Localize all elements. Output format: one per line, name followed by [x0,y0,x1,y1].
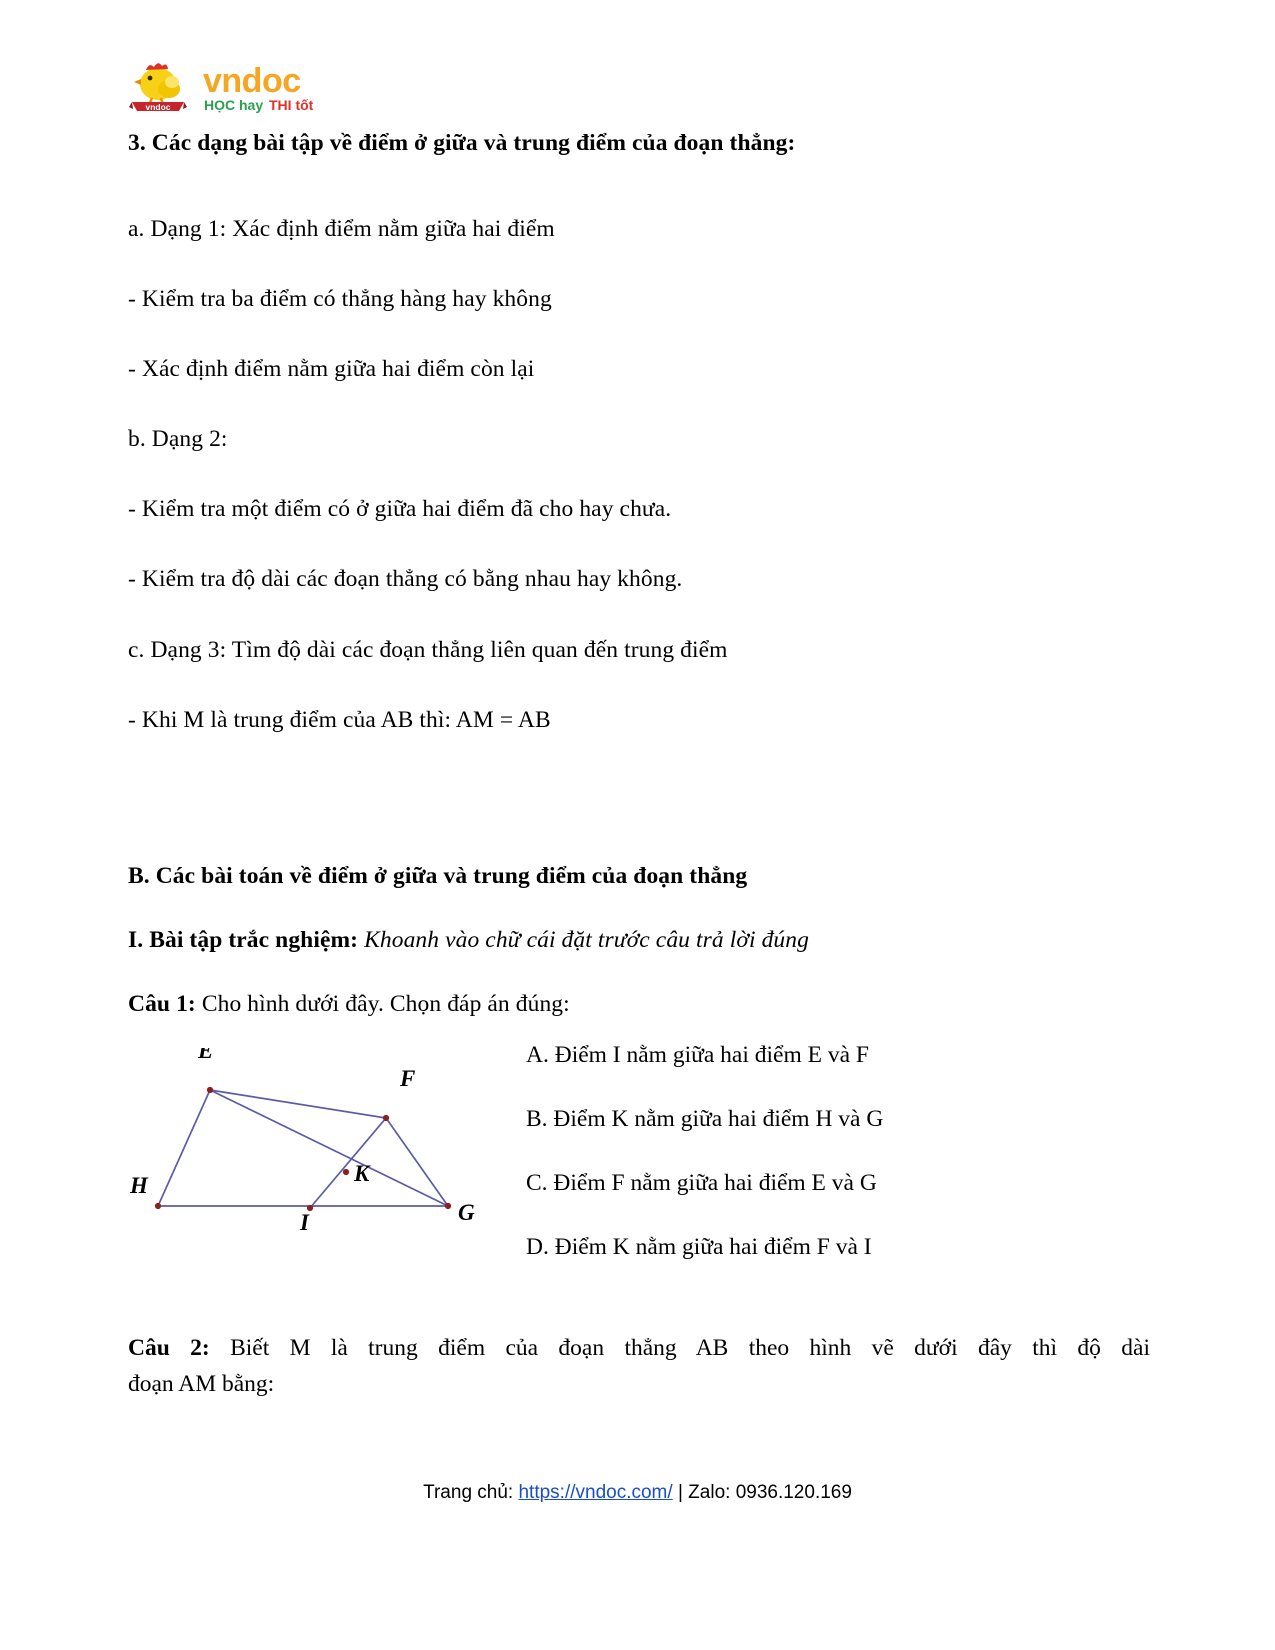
cau-2-line-2: đoạn AM bằng: [128,1371,275,1398]
point-label-F: F [400,1066,416,1091]
logo-badge-text: vndoc [145,102,171,112]
dang-1-bullet-2: - Xác định điểm nằm giữa hai điểm còn lại [128,356,535,383]
geometry-figure [128,1048,518,1268]
point-label-K: K [354,1161,370,1186]
point-G [445,1203,451,1209]
cau-1-label: Câu 1: [128,990,196,1017]
logo-tagline-thi-tot: THI tốt [269,97,314,113]
dang-2-bullet-1: - Kiểm tra một điểm có ở giữa hai điểm đã cho hay chưa. [128,496,672,523]
answer-option-b[interactable]: B. Điểm K nằm giữa hai điểm H và G [526,1106,884,1133]
figure-segments [158,1090,448,1208]
point-label-G: G [458,1200,475,1225]
logo-wordmark: vndoc [203,62,301,100]
point-E [207,1087,213,1093]
answer-option-c[interactable]: C. Điểm F nằm giữa hai điểm E và G [526,1170,877,1197]
part-1-line [128,925,1148,955]
point-F [383,1115,389,1121]
point-H [155,1203,161,1209]
cau-1-line [128,989,1148,1019]
cau-2-line-1 [128,1330,1150,1366]
cau-2-label: Câu 2: [128,1335,210,1361]
part-1-instruction: Khoanh vào chữ cái đặt trước câu trả lời đúng [364,926,809,953]
cau-2-block [128,1330,1150,1403]
segment-EG [210,1090,448,1206]
dang-2-bullet-2: - Kiểm tra độ dài các đoạn thẳng có bằng nhau hay không. [128,566,683,593]
dang-3-bullet-1: - Khi M là trung điểm của AB thì: AM = AB [128,706,551,733]
document-body [128,128,1148,1019]
answer-option-a[interactable]: A. Điểm I nằm giữa hai điểm E và F [526,1042,869,1068]
dang-1-line: a. Dạng 1: Xác định điểm nằm giữa hai điểm [128,216,555,243]
dang-2-line: b. Dạng 2: [128,426,228,453]
cau-1-figure-and-answers [128,1040,1148,1270]
footer-separator: | [672,1482,689,1503]
section-B-heading: B. Các bài toán về điểm ở giữa và trung điểm của đoạn thẳng [128,862,748,889]
cau-1-text: Cho hình dưới đây. Chọn đáp án đúng: [195,990,570,1017]
vndoc-logo [128,58,328,116]
dang-3-line: c. Dạng 3: Tìm độ dài các đoạn thẳng liên quan đến trung điểm [128,636,728,663]
vndoc-logo-svg [128,58,328,116]
footer-zalo: Zalo: 0936.120.169 [688,1482,852,1503]
segment-EF [210,1090,386,1118]
point-label-H: H [130,1173,148,1198]
footer-prefix: Trang chủ: [423,1482,519,1503]
cau-2-text: Biết M là trung điểm của đoạn thẳng AB theo hình vẽ dưới đây thì độ dài [209,1335,1150,1361]
geometry-figure-svg [128,1048,518,1268]
answer-option-d[interactable]: D. Điểm K nằm giữa hai điểm F và I [526,1234,872,1261]
segment-FG [386,1118,448,1206]
part-1-label: I. Bài tập trắc nghiệm: [128,926,359,953]
section-3-heading: 3. Các dạng bài tập về điểm ở giữa và trung điểm của đoạn thẳng: [128,130,796,156]
point-label-I: I [300,1210,309,1235]
segment-EH [158,1090,210,1206]
page-footer [0,1482,1275,1504]
segment-FI [310,1118,386,1208]
cau-1-answer-list [526,1040,1146,1262]
point-K [343,1169,349,1175]
point-label-E: E [198,1048,214,1063]
logo-tagline-hoc-hay: HỌC hay [204,97,264,113]
chick-icon [129,63,187,112]
figure-labels [129,1048,475,1235]
footer-url-link[interactable]: https://vndoc.com/ [518,1482,673,1503]
dang-1-bullet-1: - Kiểm tra ba điểm có thẳng hàng hay không [128,286,552,313]
